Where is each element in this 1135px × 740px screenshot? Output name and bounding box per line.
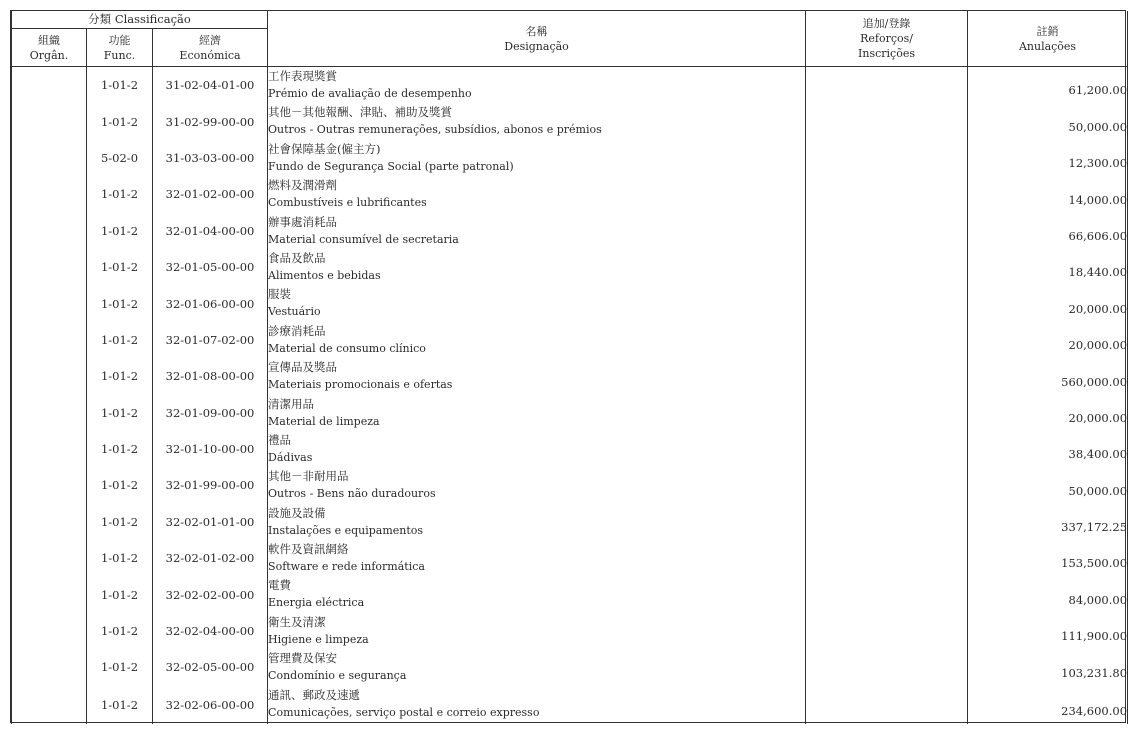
designation-zh: 燃料及潤滑劑 [268,178,338,193]
designation-cell [268,649,806,685]
reinforcement-cell [806,176,968,212]
annulment-amount: 20,000.00 [1068,338,1128,353]
function-code: 1-01-2 [87,322,153,358]
annulment-amount: 103,231.80 [1061,665,1128,680]
designation-zh: 其他－其他報酬、津貼、補助及獎賞 [268,105,453,120]
organ-cell [12,322,87,358]
designation-zh: 食品及飲品 [268,250,326,265]
reinforcement-cell [806,103,968,139]
annulment-cell [968,649,1128,685]
organ-header-pt: Orgân. [29,48,69,62]
annulment-amount: 84,000.00 [1068,592,1128,607]
economic-code: 32-01-09-00-00 [153,395,268,431]
table-row [12,103,1128,139]
designation-pt: Materiais promocionais e ofertas [268,378,453,392]
designation-zh: 診療消耗品 [268,323,326,338]
economic-header [153,29,268,67]
annulment-cell [968,213,1128,249]
table-row [12,576,1128,612]
economic-code: 32-02-06-00-00 [153,686,268,724]
designation-zh: 通訊、郵政及速遞 [268,687,361,702]
economic-code: 31-02-04-01-00 [153,67,268,104]
designation-zh: 禮品 [268,432,292,447]
designation-pt: Instalações e equipamentos [268,523,424,537]
table-row [12,249,1128,285]
economic-code: 32-02-04-00-00 [153,613,268,649]
designation-zh: 電費 [268,578,292,593]
designation-header-pt: Designação [504,39,569,53]
designation-pt: Material de consumo clínico [268,341,426,355]
designation-pt: Outros - Outras remunerações, subsídios, abonos e prémios [268,123,602,137]
budget-table [11,11,1128,724]
organ-cell [12,576,87,612]
designation-pt: Higiene e limpeza [268,632,369,646]
function-code: 1-01-2 [87,176,153,212]
reinforcements-header-zh: 追加/登錄 [862,17,911,30]
designation-zh: 衛生及清潔 [268,614,326,629]
function-code: 5-02-0 [87,140,153,176]
organ-header [12,29,87,67]
annulments-header-pt: Anulações [1018,39,1077,53]
function-header-pt: Func. [103,48,136,62]
table-row [12,322,1128,358]
annulment-cell [968,504,1128,540]
annulment-cell [968,395,1128,431]
annulment-cell [968,540,1128,576]
economic-code: 32-01-99-00-00 [153,467,268,503]
annulment-amount: 14,000.00 [1068,192,1128,207]
table-row [12,613,1128,649]
table-row [12,358,1128,394]
organ-cell [12,285,87,321]
economic-header-zh: 經濟 [199,33,222,47]
designation-pt: Prémio de avaliação de desempenho [268,87,472,100]
reinforcement-cell [806,322,968,358]
organ-cell [12,686,87,724]
designation-header-zh: 名稱 [525,24,548,38]
annulment-cell [968,67,1128,104]
table-row [12,213,1128,249]
designation-cell [268,540,806,576]
reinforcements-header-pt2: Inscrições [858,47,915,60]
designation-pt: Software e rede informática [268,560,425,574]
designation-zh: 工作表現獎賞 [268,69,338,83]
economic-code: 32-01-07-02-00 [153,322,268,358]
annulment-amount: 560,000.00 [1061,374,1128,389]
designation-pt: Energia eléctrica [268,596,365,610]
designation-header [268,11,806,67]
reinforcement-cell [806,576,968,612]
table-row [12,467,1128,503]
economic-code: 31-03-03-00-00 [153,140,268,176]
economic-code: 32-01-02-00-00 [153,176,268,212]
organ-cell [12,67,87,104]
designation-pt: Material de limpeza [268,414,380,428]
designation-pt: Fundo de Segurança Social (parte patronal) [268,159,514,173]
economic-code: 32-02-02-00-00 [153,576,268,612]
reinforcement-cell [806,67,968,104]
annulment-amount: 153,500.00 [1061,556,1128,571]
function-code: 1-01-2 [87,504,153,540]
table-row [12,540,1128,576]
table-row [12,686,1128,724]
annulment-amount: 18,440.00 [1068,265,1128,280]
organ-cell [12,431,87,467]
function-code: 1-01-2 [87,358,153,394]
annulment-amount: 20,000.00 [1068,410,1128,425]
economic-code: 32-02-01-02-00 [153,540,268,576]
annulment-cell [968,431,1128,467]
designation-zh: 設施及設備 [268,505,326,520]
function-header-zh: 功能 [108,33,131,47]
table-row [12,504,1128,540]
function-code: 1-01-2 [87,213,153,249]
table-row [12,431,1128,467]
reinforcement-cell [806,686,968,724]
designation-zh: 清潔用品 [268,396,315,411]
annulment-cell [968,285,1128,321]
reinforcement-cell [806,213,968,249]
reinforcement-cell [806,395,968,431]
function-code: 1-01-2 [87,285,153,321]
designation-cell [268,103,806,139]
annulment-amount: 12,300.00 [1068,156,1128,171]
reinforcement-cell [806,285,968,321]
reinforcements-header-pt1: Reforços/ [860,32,913,45]
designation-zh: 其他－非耐用品 [268,469,349,484]
function-code: 1-01-2 [87,431,153,467]
annulments-header-zh: 註銷 [1036,24,1059,38]
reinforcement-cell [806,249,968,285]
designation-cell [268,285,806,321]
designation-pt: Material consumível de secretaria [268,232,459,246]
organ-cell [12,103,87,139]
function-code: 1-01-2 [87,686,153,724]
designation-cell [268,358,806,394]
annulment-cell [968,613,1128,649]
annulment-amount: 111,900.00 [1061,629,1128,644]
economic-code: 32-01-05-00-00 [153,249,268,285]
designation-cell [268,67,806,104]
designation-pt: Condomínio e segurança [268,669,407,683]
function-code: 1-01-2 [87,576,153,612]
organ-cell [12,249,87,285]
designation-pt: Dádivas [268,450,313,464]
organ-cell [12,540,87,576]
designation-zh: 宣傳品及獎品 [268,360,338,375]
reinforcement-cell [806,649,968,685]
designation-cell [268,249,806,285]
economic-code: 32-01-06-00-00 [153,285,268,321]
function-header [87,29,153,67]
annulment-cell [968,176,1128,212]
annulment-cell [968,576,1128,612]
annulment-cell [968,322,1128,358]
designation-pt: Combustíveis e lubrificantes [268,196,427,210]
reinforcement-cell [806,358,968,394]
annulment-cell [968,686,1128,724]
designation-zh: 服裝 [268,287,292,302]
organ-cell [12,358,87,394]
annulment-amount: 50,000.00 [1068,483,1128,498]
table-row [12,140,1128,176]
annulment-amount: 337,172.25 [1061,520,1128,535]
table-row [12,285,1128,321]
organ-cell [12,649,87,685]
annulment-amount: 61,200.00 [1068,83,1128,98]
economic-code: 32-02-05-00-00 [153,649,268,685]
function-code: 1-01-2 [87,249,153,285]
economic-code: 32-01-10-00-00 [153,431,268,467]
economic-header-pt: Económica [179,48,241,62]
economic-code: 32-01-04-00-00 [153,213,268,249]
economic-code: 32-02-01-01-00 [153,504,268,540]
designation-cell [268,467,806,503]
organ-cell [12,140,87,176]
annulment-cell [968,103,1128,139]
reinforcements-header [806,11,968,67]
annulment-amount: 38,400.00 [1068,447,1128,462]
organ-header-zh: 組織 [38,33,60,47]
table-row [12,67,1128,104]
reinforcement-cell [806,140,968,176]
annulment-amount: 20,000.00 [1068,301,1128,316]
budget-rows [12,67,1128,724]
designation-cell [268,613,806,649]
designation-cell [268,504,806,540]
annulment-amount: 50,000.00 [1068,119,1128,134]
designation-cell [268,686,806,724]
organ-cell [12,504,87,540]
economic-code: 32-01-08-00-00 [153,358,268,394]
organ-cell [12,176,87,212]
designation-cell [268,322,806,358]
function-code: 1-01-2 [87,613,153,649]
classification-header: 分類 Classificação [12,11,268,29]
annulment-cell [968,467,1128,503]
organ-cell [12,213,87,249]
designation-cell [268,576,806,612]
reinforcement-cell [806,504,968,540]
designation-pt: Alimentos e bebidas [268,268,381,282]
annulment-cell [968,358,1128,394]
designation-pt: Vestuário [268,305,321,319]
annulment-cell [968,140,1128,176]
table-row [12,649,1128,685]
budget-sheet [10,10,1126,723]
economic-code: 31-02-99-00-00 [153,103,268,139]
reinforcement-cell [806,613,968,649]
annulment-amount: 66,606.00 [1068,228,1128,243]
designation-zh: 管理費及保安 [268,651,338,666]
designation-pt: Outros - Bens não duradouros [268,487,436,501]
designation-zh: 辦事處消耗品 [268,214,338,229]
reinforcement-cell [806,540,968,576]
table-row [12,395,1128,431]
function-code: 1-01-2 [87,395,153,431]
function-code: 1-01-2 [87,67,153,104]
table-row [12,176,1128,212]
reinforcement-cell [806,467,968,503]
designation-cell [268,395,806,431]
function-code: 1-01-2 [87,540,153,576]
annulments-header [968,11,1128,67]
annulment-cell [968,249,1128,285]
function-code: 1-01-2 [87,649,153,685]
reinforcement-cell [806,431,968,467]
organ-cell [12,467,87,503]
organ-cell [12,395,87,431]
designation-pt: Comunicações, serviço postal e correio expresso [268,705,540,719]
designation-cell [268,213,806,249]
organ-cell [12,613,87,649]
function-code: 1-01-2 [87,467,153,503]
designation-zh: 軟件及資訊網絡 [268,542,349,557]
designation-cell [268,176,806,212]
designation-zh: 社會保障基金(僱主方) [268,141,381,156]
designation-cell [268,140,806,176]
annulment-amount: 234,600.00 [1061,703,1128,718]
designation-cell [268,431,806,467]
function-code: 1-01-2 [87,103,153,139]
